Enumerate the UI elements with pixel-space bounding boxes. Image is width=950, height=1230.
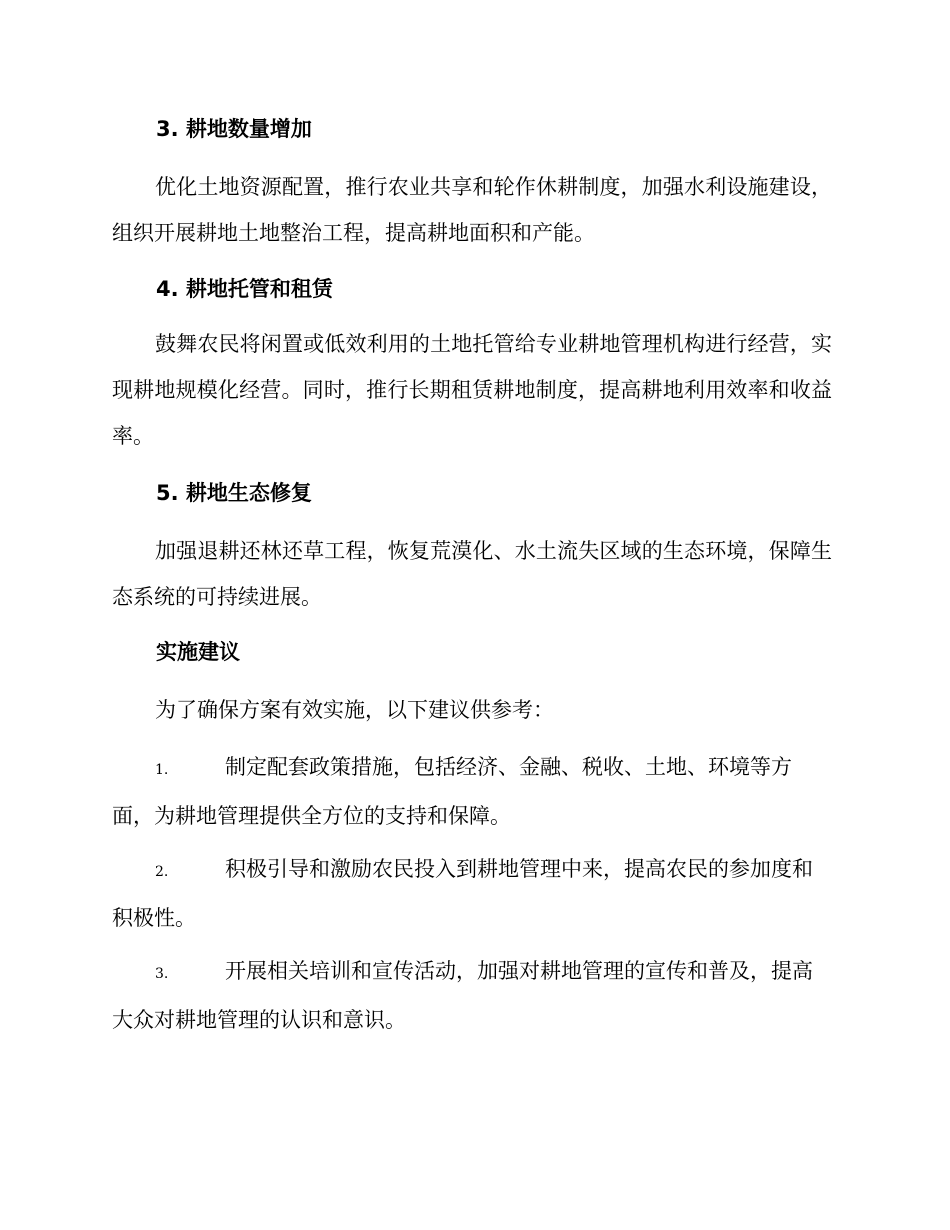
recommendation-item-2 xyxy=(112,846,832,941)
recommendation-text: 积极引导和激励农民投入到耕地管理中来，提高农民的参加度和积极性。 xyxy=(112,857,813,930)
recommendation-text: 开展相关培训和宣传活动，加强对耕地管理的宣传和普及，提高大众对耕地管理的认识和意识。 xyxy=(112,959,813,1032)
section-paragraph-5: 加强退耕还林还草工程，恢复荒漠化、水土流失区域的生态环境，保障生态系统的可持续进展。 xyxy=(112,539,832,609)
section-heading-3: 3. 耕地数量增加 xyxy=(156,117,312,141)
section-heading-5: 5. 耕地生态修复 xyxy=(156,481,312,505)
section-paragraph-implementation: 为了确保方案有效实施，以下建议供参考： xyxy=(155,698,554,722)
recommendation-item-3 xyxy=(112,948,832,1043)
recommendation-number: 2. xyxy=(155,864,169,880)
section-paragraph-3: 优化土地资源配置，推行农业共享和轮作休耕制度，加强水利设施建设，组织开展耕地土地整治工程，提高耕地面积和产能。 xyxy=(112,175,832,245)
recommendation-number: 1. xyxy=(155,762,169,778)
recommendation-text: 制定配套政策措施，包括经济、金融、税收、土地、环境等方面，为耕地管理提供全方位的支持和保障。 xyxy=(112,755,792,828)
recommendation-item-1 xyxy=(112,744,832,839)
section-heading-4: 4. 耕地托管和租赁 xyxy=(156,277,333,301)
section-heading-implementation: 实施建议 xyxy=(156,640,240,664)
section-paragraph-4: 鼓舞农民将闲置或低效利用的土地托管给专业耕地管理机构进行经营，实现耕地规模化经营。同时，推行长期租赁耕地制度，提高耕地利用效率和收益率。 xyxy=(112,332,832,448)
recommendation-number: 3. xyxy=(155,966,169,982)
